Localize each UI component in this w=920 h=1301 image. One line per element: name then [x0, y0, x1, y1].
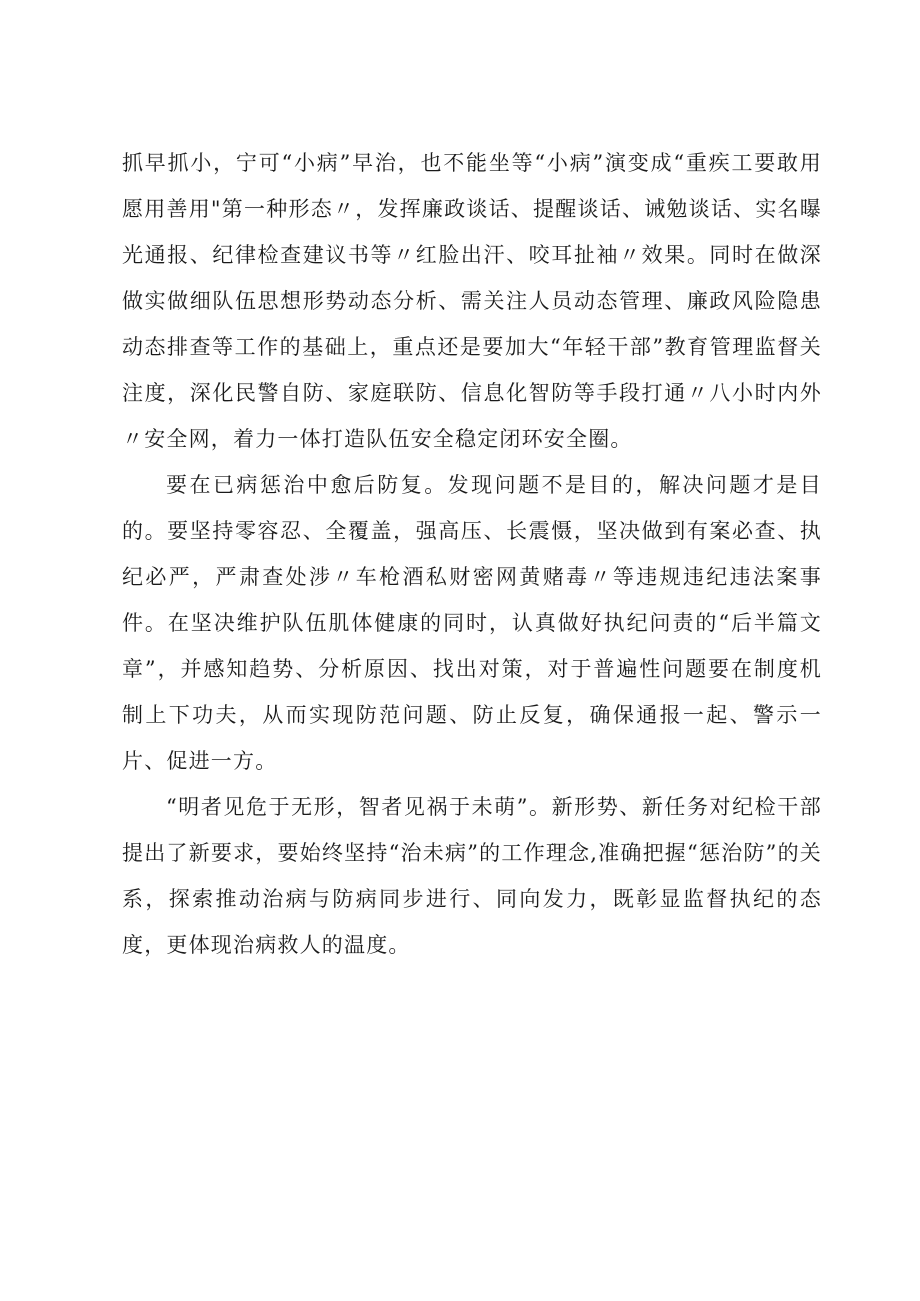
paragraph-2: 要在已病惩治中愈后防复。发现问题不是目的，解决问题才是目的。要坚持零容忍、全覆盖，强高压、长震慑，坚决做到有案必查、执纪必严，严肃查处涉〃车枪酒私财密网黄赌毒〃等违规违纪违法案事件。在坚决维护队伍肌体健康的同时，认真做好执纪问责的“后半篇文章”，并感知趋势、分析原因、找出对策，对于普遍性问题要在制度机制上下功夫，从而实现防范问题、防止反复，确保通报一起、警示一片、促进一方。: [122, 473, 822, 773]
document-body: [122, 140, 822, 968]
paragraph-3: “明者见危于无形，智者见祸于未萌”。新形势、新任务对纪检干部提出了新要求，要始终坚持“治未病”的工作理念,准确把握“惩治防”的关系，探索推动治病与防病同步进行、同向发力，既彰显监督执纪的态度，更体现治病救人的温度。: [122, 795, 822, 957]
paragraph-1: 抓早抓小，宁可“小病”早治，也不能坐等“小病”演变成“重疾工要敢用愿用善用"第一种形态〃，发挥廉政谈话、提醒谈话、诫勉谈话、实名曝光通报、纪律检查建议书等〃红脸出汗、咬耳扯袖〃效果。同时在做深做实做细队伍思想形势动态分析、需关注人员动态管理、廉政风险隐患动态排查等工作的基础上，重点还是要加大“年轻干部”教育管理监督关注度，深化民警自防、家庭联防、信息化智防等手段打通〃八小时内外〃安全网，着力一体打造队伍安全稳定闭环安全圈。: [122, 151, 822, 451]
